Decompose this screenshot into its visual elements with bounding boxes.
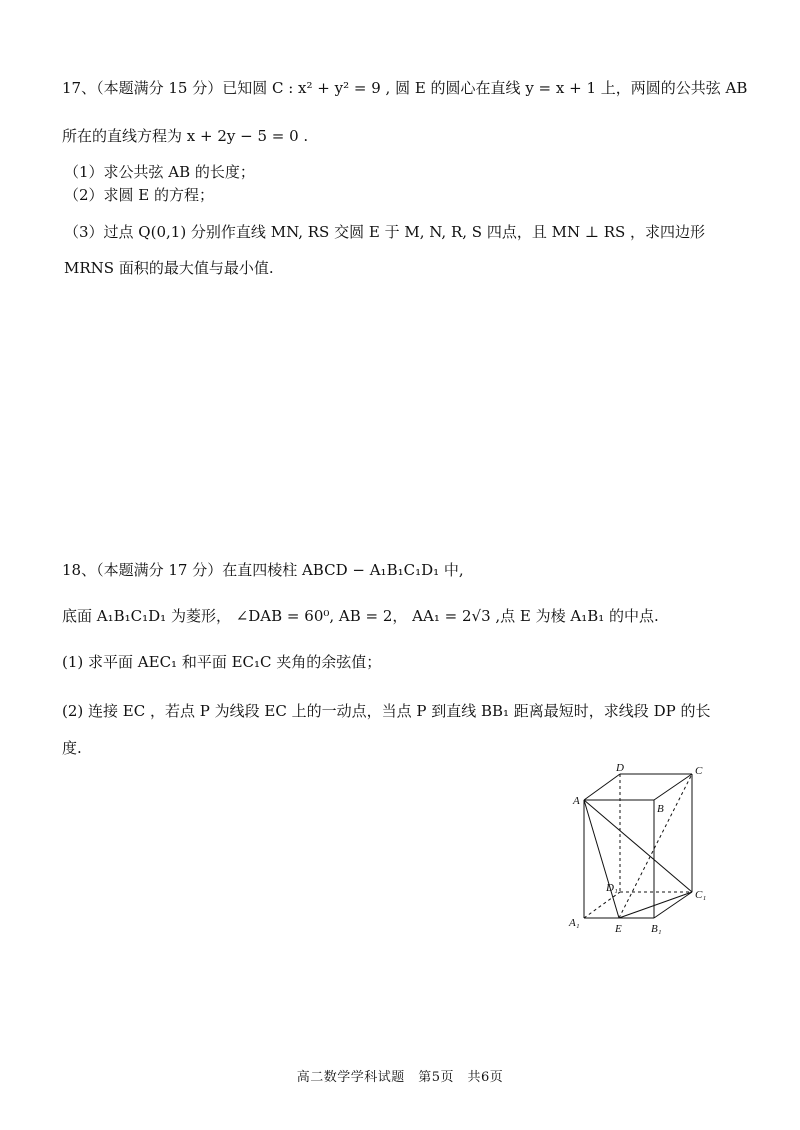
label-B: B — [657, 803, 664, 815]
problem-18-question-2-line-1: (2) 连接 EC ，若点 P 为线段 EC 上的一动点，当点 P 到直线 BB₁ 距离最短时，求线段 DP 的长 — [62, 702, 711, 720]
problem-17-line-1: 17、（本题满分 15 分）已知圆 C : x² + y² = 9 , 圆 E 的圆心在直线 y = x + 1 上，两圆的公共弦 AB — [62, 79, 748, 97]
label-A1: A₁ — [569, 917, 580, 929]
prism-figure — [560, 760, 720, 940]
hidden-edge-A1-D1 — [584, 892, 620, 918]
label-D1: D₁ — [606, 882, 618, 894]
problem-17-question-1: （1）求公共弦 AB 的长度； — [64, 163, 255, 181]
edge-A-D — [584, 774, 620, 800]
problem-17-question-2: （2）求圆 E 的方程； — [64, 186, 215, 204]
segment-A-E — [584, 800, 619, 918]
label-E: E — [615, 923, 622, 935]
problem-18-line-2: 底面 A₁B₁C₁D₁ 为菱形， ∠DAB = 60⁰, AB = 2， AA₁ = 2√3 ,点 E 为棱 A₁B₁ 的中点. — [62, 607, 659, 625]
problem-18-question-2-line-2: 度. — [62, 739, 82, 757]
segment-A-C1 — [584, 800, 692, 892]
label-C: C — [695, 765, 703, 777]
problem-17-line-2: 所在的直线方程为 x + 2y − 5 = 0 . — [62, 127, 309, 145]
label-B1: B₁ — [651, 923, 662, 935]
label-A: A — [573, 795, 580, 807]
problem-17-question-3-line-1: （3）过点 Q(0,1) 分别作直线 MN, RS 交圆 E 于 M, N, R, S 四点，且 MN ⊥ RS ，求四边形 — [64, 223, 706, 241]
problem-17-question-3-line-2: MRNS 面积的最大值与最小值. — [64, 259, 274, 277]
label-C1: C₁ — [695, 889, 707, 901]
problem-18-question-1: (1) 求平面 AEC₁ 和平面 EC₁C 夹角的余弦值； — [62, 653, 382, 671]
page-footer: 高二数学学科试题 第5页 共6页 — [296, 1070, 504, 1085]
edge-B-C — [654, 774, 692, 800]
edge-B1-C1 — [654, 892, 692, 918]
label-D: D — [616, 762, 624, 774]
problem-18-line-1: 18、（本题满分 17 分）在直四棱柱 ABCD − A₁B₁C₁D₁ 中, — [62, 561, 464, 579]
